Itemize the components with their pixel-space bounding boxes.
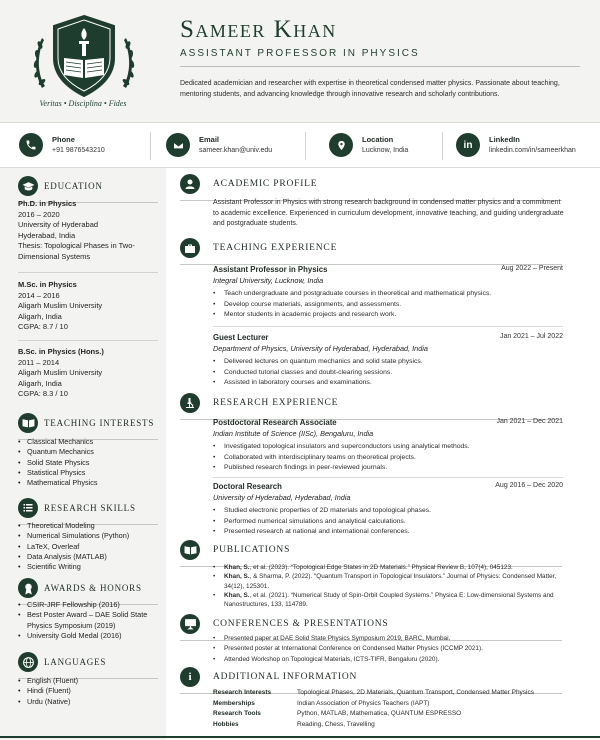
conferences-heading <box>180 614 580 634</box>
publication-item <box>213 591 573 610</box>
info-value: Indian Association of Physics Teachers (IAPT) <box>297 699 430 707</box>
place: Aligarh, India <box>18 311 62 321</box>
list-icon <box>18 498 38 518</box>
linkedin-icon: in <box>456 133 480 157</box>
job-date: Jan 2021 – Dec 2021 <box>496 418 563 425</box>
job-title: Postdoctoral Research Associate <box>213 418 337 427</box>
job-date: Jan 2021 – Jul 2022 <box>499 333 563 340</box>
school: University of Hyderabad <box>18 220 99 229</box>
info-key: Hobbies <box>213 720 239 728</box>
section-title: EDUCATION <box>44 181 103 191</box>
job-date: Aug 2022 – Present <box>501 265 563 272</box>
list-item: • Urdu (Native) <box>18 697 163 707</box>
education-item <box>18 280 158 333</box>
job-title: Doctoral Research <box>213 482 282 491</box>
job-org: Integral University, Lucknow, India <box>213 276 324 285</box>
contact-divider <box>442 132 443 160</box>
pub-author: Khan, S. <box>224 573 250 581</box>
job-bullets <box>213 506 563 538</box>
job-entry <box>213 418 563 474</box>
pub-author: Khan, S. <box>224 591 250 599</box>
school: Aligarh Muslim University <box>18 368 103 377</box>
years: 2014 – 2016 <box>18 290 60 300</box>
briefcase-icon <box>180 238 200 258</box>
info-value: Topological Phases, 2D Materials, Quantum Transport, Condensed Matter Physics <box>297 689 535 696</box>
pub-details: , et al. (2021). “Numerical Study of Spin-Orbit Coupled Systems.” Physica E: Low-dimensional Systems and Nanostructures, 133, 114789. <box>224 591 554 609</box>
academic-profile-text: Assistant Professor in Physics with strong research background in condensed matter physics and a commitment to academic excellence. Experienced in curriculum development, innovative teaching, and guiding undergraduate and postgraduate students. <box>213 199 564 227</box>
info-key: Memberships <box>213 699 255 707</box>
info-row <box>213 720 573 731</box>
info-icon: i <box>180 667 200 687</box>
teaching-interests-list <box>18 437 163 488</box>
bullet: • Studied electronic properties of 2D materials and topological phases. <box>213 506 563 517</box>
graduation-cap-icon <box>18 176 38 196</box>
section-title: ACADEMIC PROFILE <box>213 179 318 189</box>
open-book-icon <box>18 413 38 433</box>
contact-label: LinkedIn <box>489 135 520 144</box>
bullet: • Performed numerical simulations and analytical calculations. <box>213 517 563 528</box>
list-item: • Quantum Mechanics <box>18 447 163 457</box>
job-date: Aug 2016 – Dec 2020 <box>495 482 563 489</box>
list-item: • Attended Workshop on Topological Materials, ICTS-TIFR, Bengaluru (2020). <box>213 655 573 665</box>
list-item: • Theoretical Modeling <box>18 521 163 531</box>
contact-label: Email <box>199 135 220 144</box>
contact-divider <box>150 132 151 160</box>
award-medal-icon <box>18 578 38 598</box>
section-title: TEACHING EXPERIENCE <box>213 243 338 253</box>
phone-value: +91 9876543210 <box>52 147 105 154</box>
bullet: • Presented research at national and international conferences. <box>213 527 563 538</box>
section-title: TEACHING INTERESTS <box>44 418 155 428</box>
list-item: • University Gold Medal (2016) <box>18 631 163 641</box>
school: Aligarh Muslim University <box>18 301 103 310</box>
place: Aligarh, India <box>18 378 62 388</box>
location-pin-icon <box>329 133 353 157</box>
list-item: • Hindi (Fluent) <box>18 686 163 696</box>
years: 2011 – 2014 <box>18 357 60 367</box>
awards-list <box>18 600 163 641</box>
job-entry <box>213 482 563 538</box>
job-org: Indian Institute of Science (IISc), Bengaluru, India <box>213 429 374 438</box>
section-title: PUBLICATIONS <box>213 545 291 555</box>
publication-item <box>213 572 573 591</box>
list-item: • Mathematical Physics <box>18 478 163 488</box>
bullet: • Published research findings in peer-reviewed journals. <box>213 463 563 474</box>
list-item: • Solid State Physics <box>18 458 163 468</box>
section-title: RESEARCH SKILLS <box>44 503 136 513</box>
list-item: • Best Poster Award – DAE Solid State Physics Symposium (2019) <box>18 610 163 631</box>
contact-label: Location <box>362 135 394 144</box>
cgpa: CGPA: 8.7 / 10 <box>18 322 68 331</box>
list-item: • CSIR-JRF Fellowship (2016) <box>18 600 163 610</box>
degree: B.Sc. in Physics (Hons.) <box>18 347 104 356</box>
info-row <box>213 699 573 710</box>
section-title: LANGUAGES <box>44 657 107 667</box>
divider <box>18 272 158 273</box>
bullet: • Collaborated with interdisciplinary teams on theoretical projects. <box>213 453 563 464</box>
languages-list <box>18 676 163 707</box>
bullet: • Teach undergraduate and postgraduate courses in theoretical and mathematical physics. <box>213 289 563 300</box>
job-bullets <box>213 289 563 321</box>
pub-details: , & Sharma, P. (2022). “Quantum Transport in Topological Insulators.” Journal of Physics: Condensed Matter, 34(12), 125301. <box>224 573 557 590</box>
globe-icon <box>18 652 38 672</box>
header-summary: Dedicated academician and researcher with expertise in theoretical condensed matter physics. Passionate about teaching, mentoring students, and advancing knowledge through innovative research and scholarly contributions. <box>180 80 560 98</box>
cgpa: CGPA: 8.3 / 10 <box>18 389 68 398</box>
email-icon <box>166 133 190 157</box>
publications-list <box>213 563 573 609</box>
academic-profile-heading <box>180 174 580 194</box>
info-row <box>213 688 573 699</box>
email-value[interactable]: sameer.khan@univ.edu <box>199 147 273 154</box>
info-row <box>213 709 573 720</box>
university-crest-logo <box>28 14 140 98</box>
microscope-icon <box>180 393 200 413</box>
place: Hyderabad, India <box>18 230 76 240</box>
education-item <box>18 347 158 400</box>
job-org: University of Hyderabad, Hyderabad, India <box>213 493 351 502</box>
list-item: • Presented paper at DAE Solid State Physics Symposium 2019, BARC, Mumbai. <box>213 634 573 644</box>
list-item: • Presented poster at International Conference on Condensed Matter Physics (ICCMP 2021). <box>213 644 573 654</box>
job-entry <box>213 265 563 321</box>
person-icon <box>180 174 200 194</box>
job-entry <box>213 333 563 389</box>
candidate-name: Sameer Khan <box>180 16 337 43</box>
bullet: • Develop course materials, assignments, and assessments. <box>213 300 563 311</box>
list-item: • Scientific Writing <box>18 562 163 572</box>
job-org: Department of Physics, University of Hyderabad, Hyderabad, India <box>213 344 428 353</box>
page-bottom-rule <box>0 736 600 738</box>
bullet: • Conducted tutorial classes and doubt-clearing sessions. <box>213 368 563 379</box>
divider <box>213 477 563 478</box>
publications-heading <box>180 540 580 560</box>
bullet: • Investigated topological insulators and superconductors using analytical methods. <box>213 442 563 453</box>
job-title: Assistant Professor in Physics <box>213 265 328 274</box>
list-item: • Data Analysis (MATLAB) <box>18 552 163 562</box>
bullet: • Delivered lectures on quantum mechanics and solid state physics. <box>213 357 563 368</box>
list-item: • English (Fluent) <box>18 676 163 686</box>
research-skills-list <box>18 521 163 572</box>
divider <box>18 340 158 341</box>
divider <box>213 326 563 327</box>
presentation-board-icon <box>180 614 200 634</box>
research-skills-heading <box>18 498 158 518</box>
crest-motto: Veritas • Disciplina • Fides <box>39 99 127 108</box>
publication-item <box>213 563 573 572</box>
bullet: • Mentor students in academic projects and research work. <box>213 310 563 321</box>
location-value: Lucknow, India <box>362 147 409 154</box>
phone-icon <box>19 133 43 157</box>
years: 2016 – 2020 <box>18 209 60 219</box>
degree: M.Sc. in Physics <box>18 280 77 289</box>
list-item: • Classical Mechanics <box>18 437 163 447</box>
info-key: Research Interests <box>213 689 272 696</box>
candidate-role: ASSISTANT PROFESSOR IN PHYSICS <box>180 48 420 59</box>
contact-divider <box>305 132 306 160</box>
job-title: Guest Lecturer <box>213 333 269 342</box>
linkedin-value[interactable]: linkedin.com/in/sameerkhan <box>489 147 576 154</box>
list-item: • Statistical Physics <box>18 468 163 478</box>
info-value: Reading, Chess, Travelling <box>297 720 375 728</box>
languages-heading <box>18 652 158 672</box>
job-bullets <box>213 442 563 474</box>
education-item <box>18 199 158 262</box>
awards-heading <box>18 578 158 598</box>
teaching-interests-heading <box>18 413 158 433</box>
list-item: • LaTeX, Overleaf <box>18 542 163 552</box>
contact-label: Phone <box>52 135 75 144</box>
info-key: Research Tools <box>213 710 261 717</box>
pub-author: Khan, S. <box>224 564 250 571</box>
section-title: CONFERENCES & PRESENTATIONS <box>213 619 389 629</box>
conferences-list <box>213 634 573 665</box>
header-divider <box>180 66 580 67</box>
book-icon <box>180 540 200 560</box>
education-heading <box>18 176 158 196</box>
additional-info-heading <box>180 667 580 687</box>
teaching-experience-heading <box>180 238 580 258</box>
header <box>0 0 600 122</box>
bullet: • Assisted in laboratory courses and examinations. <box>213 378 563 389</box>
research-experience-heading <box>180 393 580 413</box>
contact-bar <box>0 122 600 168</box>
job-bullets <box>213 357 563 389</box>
section-title: AWARDS & HONORS <box>44 583 142 593</box>
section-title: ADDITIONAL INFORMATION <box>213 672 358 682</box>
pub-details: , et al. (2023). “Topological Edge States in 2D Materials.” Physical Review B, 107(4), 045123. <box>249 564 513 571</box>
info-value: Python, MATLAB, Mathematica, QUANTUM ESPRESSO <box>297 710 462 717</box>
thesis: Thesis: Topological Phases in Two-Dimensional Systems <box>18 241 135 261</box>
list-item: • Numerical Simulations (Python) <box>18 531 163 541</box>
degree: Ph.D. in Physics <box>18 199 77 208</box>
additional-info-table <box>213 688 573 730</box>
section-title: RESEARCH EXPERIENCE <box>213 398 339 408</box>
